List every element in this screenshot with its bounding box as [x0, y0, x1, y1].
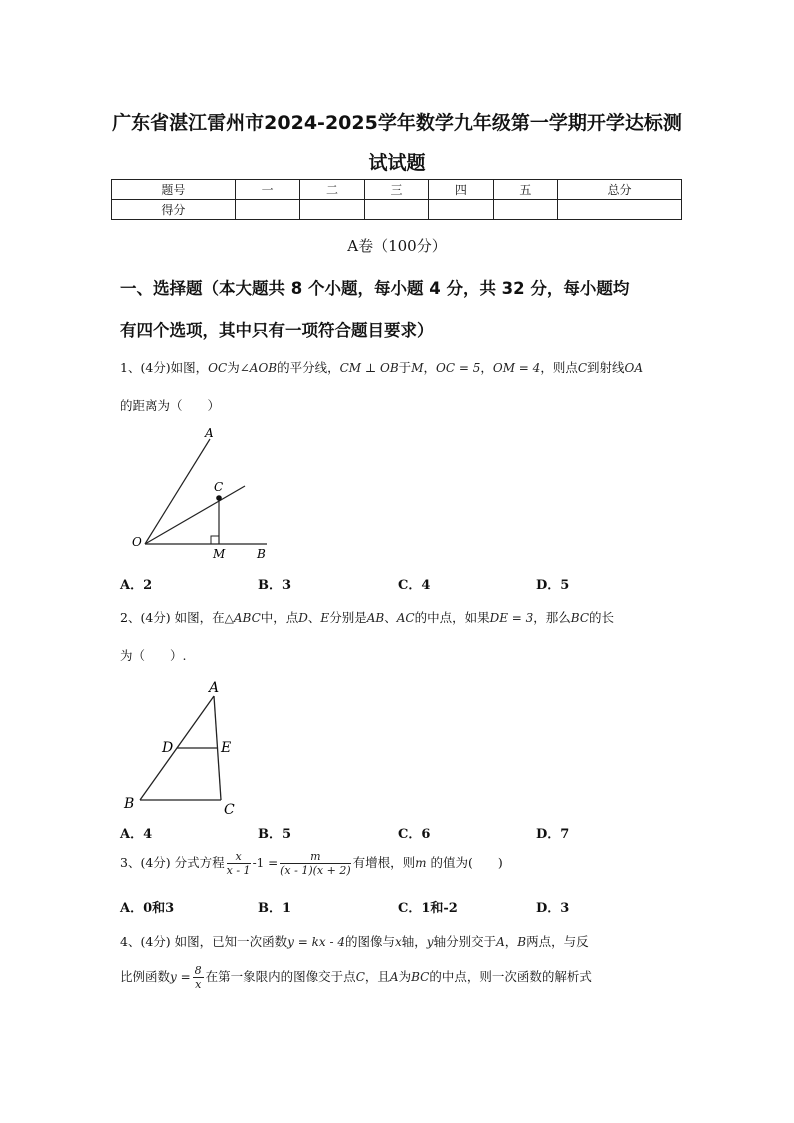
ray-oc — [145, 486, 245, 544]
q1-text: ，则点 — [540, 360, 578, 375]
q1-text: 到射线 — [587, 360, 625, 375]
q1-figure — [125, 424, 285, 564]
q1-text: 1、(4分)如图， — [120, 360, 209, 375]
q2-text: 、 — [307, 610, 321, 625]
q3-text: 有增根，则 — [352, 855, 416, 870]
question-4-line1 — [120, 932, 589, 950]
fraction-denominator: (x - 1)(x + 2) — [280, 864, 351, 877]
q4-math: A — [389, 970, 399, 984]
q2-math: DE = 3 — [489, 611, 534, 625]
q1-math: OC = 5 — [436, 361, 481, 375]
question-2-line1 — [120, 608, 614, 626]
section-a-heading: A卷（100分） — [347, 237, 447, 255]
q3-text: 3、(4分) 分式方程 — [120, 855, 225, 870]
label-a: A — [205, 426, 214, 440]
fraction-numerator: m — [280, 850, 351, 864]
fraction-numerator: x — [227, 850, 251, 864]
q4-math: y — [426, 935, 434, 949]
q1-text: ， — [423, 360, 436, 375]
q4-text: 4、(4分) 如图，已知一次函数 — [120, 934, 288, 949]
q1-math: OA — [624, 361, 644, 375]
q4-text: ， — [504, 934, 518, 949]
score-blank-cell — [493, 200, 557, 220]
label-m: M — [213, 547, 226, 561]
q4-math: B — [517, 935, 527, 949]
q3-text: 的值为( ) — [426, 855, 503, 870]
q1-math: OM = 4 — [492, 361, 541, 375]
q4-math: A — [496, 935, 505, 949]
score-cell: 一 — [235, 180, 299, 200]
q2-math: AB — [366, 611, 385, 625]
q4-math: BC — [411, 970, 430, 984]
q4-math: x — [394, 935, 402, 949]
q1-option-c[interactable]: C．4 — [398, 578, 431, 593]
q1-math: ∠AOB — [239, 361, 278, 375]
score-cell: 三 — [364, 180, 428, 200]
q4-text: 的中点，则一次函数的解析式 — [429, 969, 592, 984]
q2-text: 的长 — [589, 610, 615, 625]
score-table-score-row — [112, 200, 682, 220]
q2-math: △ABC — [224, 611, 261, 625]
label-a: A — [209, 680, 220, 696]
q2-option-d[interactable]: D．7 — [536, 827, 570, 842]
q2-figure — [118, 676, 248, 818]
q4-text: ，且 — [364, 969, 390, 984]
label-o: O — [132, 535, 142, 549]
q4-text: 的图像与 — [344, 934, 395, 949]
q1-math: CM ⊥ OB — [339, 361, 399, 375]
score-cell: 总分 — [558, 180, 682, 200]
q1-math: OC — [208, 361, 228, 375]
label-e: E — [221, 740, 232, 756]
q4-math: C — [355, 970, 365, 984]
q1-option-b[interactable]: B．3 — [258, 578, 292, 593]
label-d: D — [162, 740, 174, 756]
q4-text: 为 — [398, 969, 412, 984]
q4-text: 两点，与反 — [526, 934, 589, 949]
q2-math: AC — [396, 611, 415, 625]
part1-heading-line1: 一、选择题（本大题共 8 个小题，每小题 4 分，共 32 分，每小题均 — [120, 279, 630, 298]
q2-text: 、 — [384, 610, 397, 625]
label-c: C — [214, 480, 224, 494]
score-cell: 四 — [429, 180, 493, 200]
q3-option-a[interactable]: A．0和3 — [120, 901, 175, 916]
q1-text: 于 — [398, 360, 412, 375]
q3-fraction-left — [227, 850, 251, 877]
score-blank-cell — [300, 200, 364, 220]
q2-text: 的中点，如果 — [414, 610, 490, 625]
part1-heading-line2: 有四个选项，其中只有一项符合题目要求） — [120, 321, 434, 340]
question-1-line2: 的距离为（ ） — [120, 398, 221, 413]
q2-text: 中，点 — [260, 610, 299, 625]
ray-oa — [145, 439, 210, 544]
score-cell: 二 — [300, 180, 364, 200]
q2-text: 分别是 — [329, 610, 367, 625]
q3-option-c[interactable]: C．1和-2 — [398, 901, 458, 916]
fraction-denominator: x - 1 — [226, 864, 251, 877]
fraction-numerator: 8 — [194, 964, 202, 977]
q1-math: M — [411, 361, 424, 375]
q2-option-a[interactable]: A．4 — [120, 827, 153, 842]
document-title-line2: 试试题 — [368, 152, 426, 174]
q4-text: 在第一象限内的图像交于点 — [205, 969, 356, 984]
document-title-line1: 广东省湛江雷州市2024-2025学年数学九年级第一学期开学达标测 — [112, 112, 682, 134]
q1-text: 的平分线， — [277, 360, 340, 375]
label-b: B — [124, 796, 135, 812]
question-4-line2 — [120, 964, 592, 991]
score-blank-cell — [235, 200, 299, 220]
q4-text: 比例函数 — [120, 969, 171, 984]
label-b: B — [257, 547, 266, 561]
q4-math: y = kx - 4 — [287, 935, 345, 949]
q4-text: 轴， — [401, 934, 427, 949]
q2-text: 2、(4分) 如图，在 — [120, 610, 225, 625]
score-blank-cell — [558, 200, 682, 220]
question-2-line2: 为（ ）. — [120, 648, 187, 663]
right-angle-mark — [211, 536, 219, 544]
q2-math: D — [298, 611, 308, 625]
q2-option-c[interactable]: C．6 — [398, 827, 431, 842]
q3-math: m — [415, 856, 427, 870]
q3-math: -1 = — [252, 856, 279, 870]
q3-option-d[interactable]: D．3 — [536, 901, 570, 916]
score-cell: 题号 — [112, 180, 236, 200]
score-table-header-row — [112, 180, 682, 200]
q2-math: E — [320, 611, 330, 625]
score-blank-cell — [429, 200, 493, 220]
q1-option-a[interactable]: A．2 — [120, 578, 153, 593]
score-table — [111, 179, 682, 220]
q1-text: 为 — [227, 360, 240, 375]
question-1-line1 — [120, 358, 643, 376]
score-cell: 得分 — [112, 200, 236, 220]
q2-option-b[interactable]: B．5 — [258, 827, 292, 842]
question-3-line1 — [120, 850, 503, 877]
q1-option-d[interactable]: D．5 — [536, 578, 570, 593]
q2-text: ，那么 — [533, 610, 571, 625]
q4-text: 轴分别交于 — [433, 934, 497, 949]
q1-math: C — [577, 361, 588, 375]
score-blank-cell — [364, 200, 428, 220]
score-cell: 五 — [493, 180, 557, 200]
fraction-denominator: x — [195, 978, 202, 991]
q1-text: ， — [480, 360, 493, 375]
q3-fraction-right — [280, 850, 351, 877]
q4-math: y = — [170, 970, 191, 984]
point-c-dot — [216, 495, 222, 501]
q2-math: BC — [570, 611, 590, 625]
q3-option-b[interactable]: B．1 — [258, 901, 292, 916]
label-c: C — [224, 802, 235, 818]
q4-fraction — [193, 964, 204, 991]
